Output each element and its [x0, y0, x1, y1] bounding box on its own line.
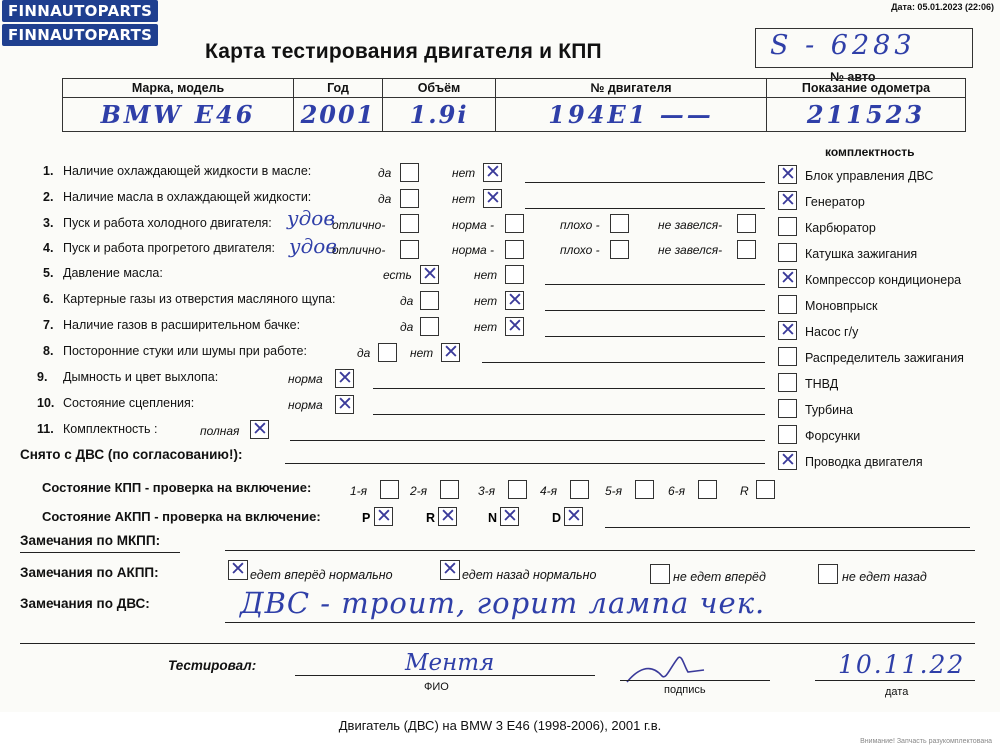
q2-label: Наличие масла в охлаждающей жидкости: [63, 190, 312, 204]
q6-note-line [545, 310, 765, 311]
q4-excellent-checkbox[interactable] [400, 240, 419, 259]
check-x-icon: ✕ [780, 449, 796, 471]
q10-number: 10. [37, 396, 55, 410]
check-x-icon: ✕ [507, 315, 523, 337]
q3-label: Пуск и работа холодного двигателя: [63, 216, 272, 230]
check-x-icon: ✕ [442, 558, 458, 580]
q3-nostart-checkbox[interactable] [737, 214, 756, 233]
akpp-forward-ok-checkbox[interactable] [228, 560, 248, 580]
q3-nostart-label: не завелся- [658, 218, 723, 232]
q1-no-label: нет [452, 166, 476, 180]
col-engine-header: № двигателя [496, 79, 767, 98]
kit-item-label: ТНВД [805, 377, 839, 391]
kit-item-checkbox[interactable] [778, 321, 797, 340]
check-x-icon: ✕ [422, 263, 438, 285]
akpp-mode-checkbox[interactable] [500, 507, 519, 526]
kpp-gear-checkbox[interactable] [440, 480, 459, 499]
kit-item-label: Карбюратор [805, 221, 876, 235]
q6-yes-label: да [400, 294, 414, 308]
q5-note-line [545, 284, 765, 285]
check-x-icon: ✕ [566, 505, 582, 527]
akpp-no-backward-label: не едет назад [842, 570, 927, 584]
kit-item-label: Моновпрыск [805, 299, 878, 313]
q2-number: 2. [43, 190, 54, 204]
test-date: 10.11.22 [838, 650, 966, 679]
stock-number-box [755, 28, 973, 68]
q1-label: Наличие охлаждающей жидкости в масле: [63, 164, 312, 178]
odometer-value-cell [767, 98, 966, 132]
q4-nostart-label: не завелся- [658, 243, 723, 257]
check-x-icon: ✕ [440, 505, 456, 527]
year-value-cell [294, 98, 383, 132]
engine-remarks-line-2 [20, 643, 975, 644]
photo-caption: Двигатель (ДВС) на BMW 3 E46 (1998-2006), 2001 г.в. [338, 718, 662, 733]
kit-item-label: Форсунки [805, 429, 861, 443]
q10-label: Состояние сцепления: [63, 396, 195, 410]
brand-logo: FINNAUTOPARTS [2, 0, 158, 22]
akpp-check-label: Состояние АКПП - проверка на включение: [42, 509, 321, 524]
q7-no-checkbox[interactable] [505, 317, 524, 336]
col-make-header: Марка, модель [63, 79, 294, 98]
kpp-gear-label: 2-я [410, 484, 428, 498]
check-x-icon: ✕ [376, 505, 392, 527]
q11-full-checkbox[interactable] [250, 420, 269, 439]
kpp-gear-label: 4-я [540, 484, 558, 498]
akpp-no-forward-checkbox[interactable] [650, 564, 670, 584]
make-value: BMW E46 [100, 100, 256, 129]
engine-number-value: 194E1 —— [548, 100, 714, 129]
q3-norm-label: норма - [452, 218, 495, 232]
q4-handwritten-note: удов [289, 234, 337, 258]
kit-item-label: Проводка двигателя [805, 455, 923, 469]
check-x-icon: ✕ [502, 505, 518, 527]
check-x-icon: ✕ [485, 187, 501, 209]
volume-value: 1.9i [409, 100, 469, 129]
q8-number: 8. [43, 344, 54, 358]
q1-note-line [525, 182, 765, 183]
check-x-icon: ✕ [252, 418, 268, 440]
kpp-gear-label: 1-я [350, 484, 368, 498]
check-x-icon: ✕ [507, 289, 523, 311]
make-value-cell [63, 98, 294, 132]
kit-item-label: Турбина [805, 403, 853, 417]
q4-norm-label: норма - [452, 243, 495, 257]
akpp-mode-label: P [362, 511, 371, 525]
engine-value-cell [496, 98, 767, 132]
q9-norm-checkbox[interactable] [335, 369, 354, 388]
kpp-gear-label: R [740, 484, 749, 498]
tester-name-caption: ФИО [424, 681, 449, 693]
year-value: 2001 [300, 100, 376, 129]
check-x-icon: ✕ [780, 189, 796, 211]
akpp-no-backward-checkbox[interactable] [818, 564, 838, 584]
kit-item-label: Компрессор кондиционера [805, 273, 962, 287]
kpp-gear-label: 5-я [605, 484, 623, 498]
kit-item-label: Катушка зажигания [805, 247, 918, 261]
akpp-mode-label: N [488, 511, 498, 525]
q10-note-line [373, 414, 765, 415]
tester-name-line [295, 675, 595, 676]
q6-number: 6. [43, 292, 54, 306]
col-year-header: Год [294, 79, 383, 98]
tested-by-label: Тестировал: [168, 658, 257, 673]
mkpp-remarks-label: Замечания по МКПП: [20, 533, 161, 548]
q5-yes-label: есть [383, 268, 412, 282]
q3-number: 3. [43, 216, 54, 230]
q3-bad-checkbox[interactable] [610, 214, 629, 233]
signature-caption: подпись [664, 684, 706, 696]
q1-yes-checkbox[interactable] [400, 163, 419, 182]
card-title: Карта тестирования двигателя и КПП [205, 40, 602, 63]
q10-norm-label: норма [288, 398, 323, 412]
kpp-gear-checkbox[interactable] [756, 480, 775, 499]
q8-label: Посторонние стуки или шумы при работе: [63, 344, 307, 358]
q2-no-checkbox[interactable] [483, 189, 502, 208]
kit-item-label: Насос г/у [805, 325, 859, 339]
akpp-backward-ok-checkbox[interactable] [440, 560, 460, 580]
kit-item-checkbox[interactable] [778, 425, 797, 444]
q3-norm-checkbox[interactable] [505, 214, 524, 233]
q2-note-line [525, 208, 765, 209]
q9-note-line [373, 388, 765, 389]
engine-remarks-line [225, 622, 975, 623]
kit-item-checkbox[interactable] [778, 217, 797, 236]
kpp-gear-checkbox[interactable] [570, 480, 589, 499]
q8-no-checkbox[interactable] [441, 343, 460, 362]
q9-norm-label: норма [288, 372, 323, 386]
q7-number: 7. [43, 318, 54, 332]
check-x-icon: ✕ [230, 558, 246, 580]
kpp-gear-label: 6-я [668, 484, 686, 498]
q7-yes-label: да [400, 320, 414, 334]
kit-item-checkbox[interactable] [778, 269, 797, 288]
q7-label: Наличие газов в расширительном бачке: [63, 318, 301, 332]
kit-item-label: Распределитель зажигания [805, 351, 964, 365]
q11-note-line [290, 440, 765, 441]
kit-item-label: Генератор [805, 195, 865, 209]
q1-number: 1. [43, 164, 54, 178]
kit-item-checkbox[interactable] [778, 347, 797, 366]
date-caption: дата [885, 686, 909, 698]
q3-bad-label: плохо - [560, 218, 600, 232]
check-x-icon: ✕ [780, 267, 796, 289]
removed-from-engine-label: Снято с ДВС (по согласованию!): [20, 447, 243, 462]
col-odometer-header: Показание одометра [767, 79, 966, 98]
removed-from-engine-line [285, 463, 765, 464]
kpp-gear-label: 3-я [478, 484, 496, 498]
date-line [815, 680, 975, 681]
mkpp-remarks-line [225, 550, 975, 551]
akpp-no-forward-label: не едет вперёд [673, 570, 766, 584]
q8-yes-label: да [357, 346, 371, 360]
q6-no-label: нет [474, 294, 498, 308]
q6-yes-checkbox[interactable] [420, 291, 439, 310]
akpp-forward-ok-label: едет вперёд нормально [250, 568, 393, 582]
kpp-check-label: Состояние КПП - проверка на включение: [42, 480, 312, 495]
q5-no-label: нет [474, 268, 498, 282]
q4-label: Пуск и работа прогретого двигателя: [63, 241, 275, 255]
kpp-gear-checkbox[interactable] [635, 480, 654, 499]
check-x-icon: ✕ [443, 341, 459, 363]
kit-item-checkbox[interactable] [778, 373, 797, 392]
kit-item-checkbox[interactable] [778, 399, 797, 418]
q7-yes-checkbox[interactable] [420, 317, 439, 336]
tester-name: Ментя [405, 650, 495, 676]
q8-no-label: нет [410, 346, 434, 360]
q7-note-line [545, 336, 765, 337]
q9-label: Дымность и цвет выхлопа: [63, 370, 219, 384]
check-x-icon: ✕ [337, 393, 353, 415]
col-volume-header: Объём [383, 79, 496, 98]
q3-handwritten-note: удов [287, 206, 335, 230]
akpp-remarks-label: Замечания по АКПП: [20, 565, 159, 580]
brand-logo-second: FINNAUTOPARTS [2, 24, 158, 46]
q1-yes-label: да [378, 166, 392, 180]
kpp-gear-checkbox[interactable] [380, 480, 399, 499]
akpp-note-line [605, 527, 970, 528]
q4-nostart-checkbox[interactable] [737, 240, 756, 259]
q5-yes-checkbox[interactable] [420, 265, 439, 284]
q8-yes-checkbox[interactable] [378, 343, 397, 362]
akpp-mode-checkbox[interactable] [564, 507, 583, 526]
q11-label: Комплектность : [63, 422, 158, 436]
q4-bad-label: плохо - [560, 243, 600, 257]
stock-number: S - 6283 [770, 30, 916, 61]
q2-yes-label: да [378, 192, 392, 206]
check-x-icon: ✕ [485, 161, 501, 183]
kpp-gear-checkbox[interactable] [508, 480, 527, 499]
q7-no-label: нет [474, 320, 498, 334]
date-stamp: Дата: 05.01.2023 (22:06) [891, 2, 994, 12]
volume-value-cell [383, 98, 496, 132]
kit-item-label: Блок управления ДВС [805, 169, 934, 183]
engine-remarks-text: ДВС - троит, горит лампа чек. [240, 586, 766, 620]
kit-item-checkbox[interactable] [778, 243, 797, 262]
q9-number: 9. [37, 370, 48, 384]
kit-item-checkbox[interactable] [778, 451, 797, 470]
q3-excellent-checkbox[interactable] [400, 214, 419, 233]
engine-remarks-label: Замечания по ДВС: [20, 596, 150, 611]
akpp-backward-ok-label: едет назад нормально [462, 568, 597, 582]
signature-drawing [622, 648, 712, 688]
q4-norm-checkbox[interactable] [505, 240, 524, 259]
check-x-icon: ✕ [780, 163, 796, 185]
kit-item-checkbox[interactable] [778, 191, 797, 210]
auto-number-label: № авто [830, 70, 876, 84]
q6-no-checkbox[interactable] [505, 291, 524, 310]
footer-note: Внимание! Запчасть разукомплектована [860, 738, 992, 745]
q2-no-label: нет [452, 192, 476, 206]
q10-norm-checkbox[interactable] [335, 395, 354, 414]
q5-label: Давление масла: [63, 266, 163, 280]
signature-line [620, 680, 770, 681]
odometer-value: 211523 [806, 100, 926, 129]
q4-number: 4. [43, 241, 54, 255]
q6-label: Картерные газы из отверстия масляного щупа: [63, 292, 336, 306]
q2-yes-checkbox[interactable] [400, 189, 419, 208]
akpp-mode-checkbox[interactable] [438, 507, 457, 526]
q8-note-line [482, 362, 765, 363]
q5-no-checkbox[interactable] [505, 265, 524, 284]
kit-item-checkbox[interactable] [778, 295, 797, 314]
kit-title: комплектность [825, 145, 915, 159]
akpp-mode-checkbox[interactable] [374, 507, 393, 526]
q11-full-label: полная [200, 424, 240, 438]
q5-number: 5. [43, 266, 54, 280]
vehicle-header-table [62, 78, 966, 132]
q1-no-checkbox[interactable] [483, 163, 502, 182]
q4-excellent-label: отлично- [332, 243, 386, 257]
kit-item-checkbox[interactable] [778, 165, 797, 184]
q11-number: 11. [37, 422, 54, 436]
q4-bad-checkbox[interactable] [610, 240, 629, 259]
akpp-mode-label: D [552, 511, 562, 525]
q3-excellent-label: отлично- [332, 218, 386, 232]
akpp-mode-label: R [426, 511, 436, 525]
check-x-icon: ✕ [337, 367, 353, 389]
kpp-gear-checkbox[interactable] [698, 480, 717, 499]
check-x-icon: ✕ [780, 319, 796, 341]
mkpp-remarks-underline [20, 552, 180, 553]
